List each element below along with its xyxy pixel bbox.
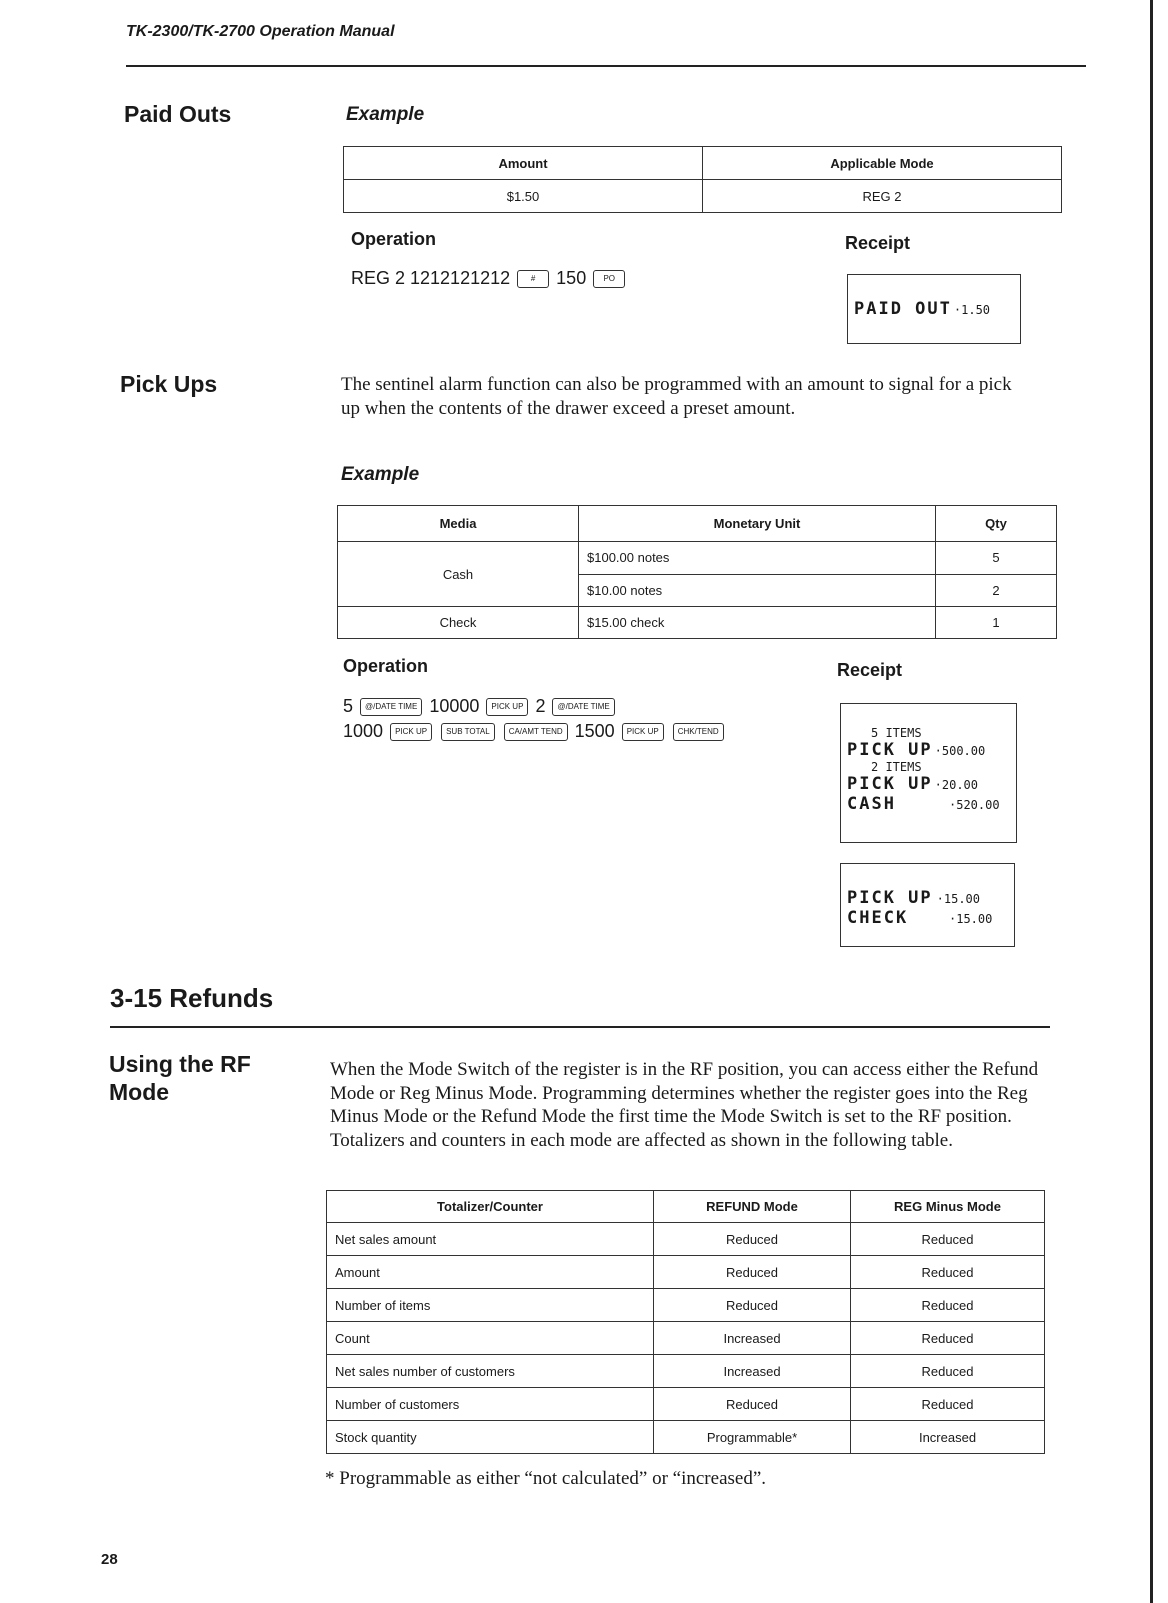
receipt-text: PAID OUT xyxy=(854,299,952,319)
table-cell: 2 xyxy=(936,574,1057,606)
table-cell: Number of customers xyxy=(327,1388,654,1421)
table-header: Qty xyxy=(936,506,1057,542)
operation-number: 10000 xyxy=(429,696,480,716)
table-cell: REG 2 xyxy=(703,180,1062,213)
sub-total-key-icon: SUB TOTAL xyxy=(441,723,495,741)
pick-ups-operation-line-1 xyxy=(343,696,617,717)
table-cell-media: Cash xyxy=(338,542,579,606)
receipt-line: 5 ITEMS xyxy=(871,726,922,740)
rf-mode-body: When the Mode Switch of the register is in the RF position, you can access either the Refund Mode or Reg Minus Mode. Programming determines whether the register goes into the Reg Minus Mode or the Refund Mode the first time the Mode Switch is set to the RF position. Totalizers and counters in each mode are affected as shown in the following table. xyxy=(330,1059,1039,1151)
table-cell: $15.00 check xyxy=(579,606,936,638)
date-time-key-icon: @/DATE TIME xyxy=(360,698,422,716)
operation-number: 2 xyxy=(535,696,546,716)
pick-ups-receipt-label: Receipt xyxy=(837,660,903,680)
table-cell: Reduced xyxy=(654,1388,851,1421)
footnote: * Programmable as either “not calculated” or “increased”. xyxy=(325,1468,767,1489)
table-cell: Reduced xyxy=(654,1223,851,1256)
pick-ups-heading: Pick Ups xyxy=(120,371,218,397)
table-cell-media: Check xyxy=(338,606,579,638)
table-cell: Reduced xyxy=(654,1289,851,1322)
paid-outs-table xyxy=(343,146,1062,213)
table-cell: Programmable* xyxy=(654,1421,851,1454)
pick-up-key-icon: PICK UP xyxy=(622,723,664,741)
table-cell: Reduced xyxy=(851,1223,1045,1256)
check-tend-key-icon: CHK/TEND xyxy=(673,723,724,741)
receipt-amount: ·15.00 xyxy=(936,892,981,906)
table-cell: Reduced xyxy=(851,1355,1045,1388)
rf-mode-heading-line: Mode xyxy=(109,1079,170,1105)
paid-outs-operation-sequence xyxy=(351,268,627,289)
page-number: 28 xyxy=(101,1551,118,1568)
amount-tend-key-icon: CA/AMT TEND xyxy=(504,723,568,741)
receipt-text: CASH xyxy=(847,794,896,814)
page-edge-bar xyxy=(1150,0,1153,1603)
pick-up-key-icon: PICK UP xyxy=(486,698,528,716)
refunds-section-title: 3-15 Refunds xyxy=(110,983,274,1013)
table-header: REFUND Mode xyxy=(654,1191,851,1223)
table-cell: $10.00 notes xyxy=(579,574,936,606)
receipt-amount: ·1.50 xyxy=(953,303,991,317)
header-rule xyxy=(126,65,1086,67)
refunds-table xyxy=(326,1190,1045,1454)
receipt-amount: ·500.00 xyxy=(934,744,986,758)
table-cell: Reduced xyxy=(851,1322,1045,1355)
table-cell: Reduced xyxy=(654,1256,851,1289)
table-cell: Reduced xyxy=(851,1256,1045,1289)
receipt-text: PICK UP xyxy=(847,774,933,794)
receipt-line: 2 ITEMS xyxy=(871,760,922,774)
table-cell: Increased xyxy=(654,1322,851,1355)
pick-ups-body: The sentinel alarm function can also be programmed with an amount to signal for a pick up when the contents of the drawer exceed a preset amount. xyxy=(341,374,1012,419)
paid-out-key-icon: PO xyxy=(593,270,625,288)
pick-ups-example-label: Example xyxy=(341,464,420,485)
table-header: Applicable Mode xyxy=(703,147,1062,180)
rf-mode-heading-line: Using the RF xyxy=(109,1051,251,1077)
table-cell: Number of items xyxy=(327,1289,654,1322)
table-header: REG Minus Mode xyxy=(851,1191,1045,1223)
table-cell: 5 xyxy=(936,542,1057,574)
paid-outs-operation-label: Operation xyxy=(351,229,437,249)
receipt-amount: ·520.00 xyxy=(949,798,1000,812)
paid-outs-receipt xyxy=(847,274,1021,344)
table-cell: $1.50 xyxy=(344,180,703,213)
section-rule xyxy=(110,1026,1050,1028)
running-head: TK-2300/TK-2700 Operation Manual xyxy=(126,23,395,40)
table-cell: Increased xyxy=(654,1355,851,1388)
paid-outs-example-label: Example xyxy=(346,104,425,125)
table-cell: $100.00 notes xyxy=(579,542,936,574)
receipt-text: PICK UP xyxy=(847,888,933,908)
table-cell: 1 xyxy=(936,606,1057,638)
pick-ups-table xyxy=(337,505,1057,639)
pick-up-key-icon: PICK UP xyxy=(390,723,432,741)
pick-ups-receipt-check xyxy=(840,863,1015,947)
table-header: Monetary Unit xyxy=(579,506,936,542)
table-header: Totalizer/Counter xyxy=(327,1191,654,1223)
table-header: Media xyxy=(338,506,579,542)
table-cell: Stock quantity xyxy=(327,1421,654,1454)
table-cell: Count xyxy=(327,1322,654,1355)
operation-text: REG 2 1212121212 xyxy=(351,268,511,288)
paid-outs-receipt-label: Receipt xyxy=(845,233,911,253)
pick-ups-receipt-cash xyxy=(840,703,1017,843)
receipt-amount: ·20.00 xyxy=(934,778,979,792)
table-cell: Net sales amount xyxy=(327,1223,654,1256)
table-cell: Reduced xyxy=(851,1289,1045,1322)
rf-mode-heading xyxy=(109,1050,251,1106)
table-cell: Increased xyxy=(851,1421,1045,1454)
operation-number: 5 xyxy=(343,696,354,716)
pick-ups-operation-label: Operation xyxy=(343,656,429,676)
table-header: Amount xyxy=(344,147,703,180)
operation-number: 1000 xyxy=(343,721,384,741)
pick-ups-operation-line-2 xyxy=(343,721,726,742)
operation-number: 1500 xyxy=(574,721,615,741)
hash-key-icon: # xyxy=(517,270,549,288)
receipt-amount: ·15.00 xyxy=(949,912,993,926)
receipt-text: CHECK xyxy=(847,908,909,928)
table-cell: Reduced xyxy=(851,1388,1045,1421)
paid-outs-heading: Paid Outs xyxy=(124,101,232,127)
receipt-text: PICK UP xyxy=(847,740,933,760)
table-cell: Net sales number of customers xyxy=(327,1355,654,1388)
date-time-key-icon: @/DATE TIME xyxy=(552,698,614,716)
table-cell: Amount xyxy=(327,1256,654,1289)
operation-amount: 150 xyxy=(556,268,587,288)
